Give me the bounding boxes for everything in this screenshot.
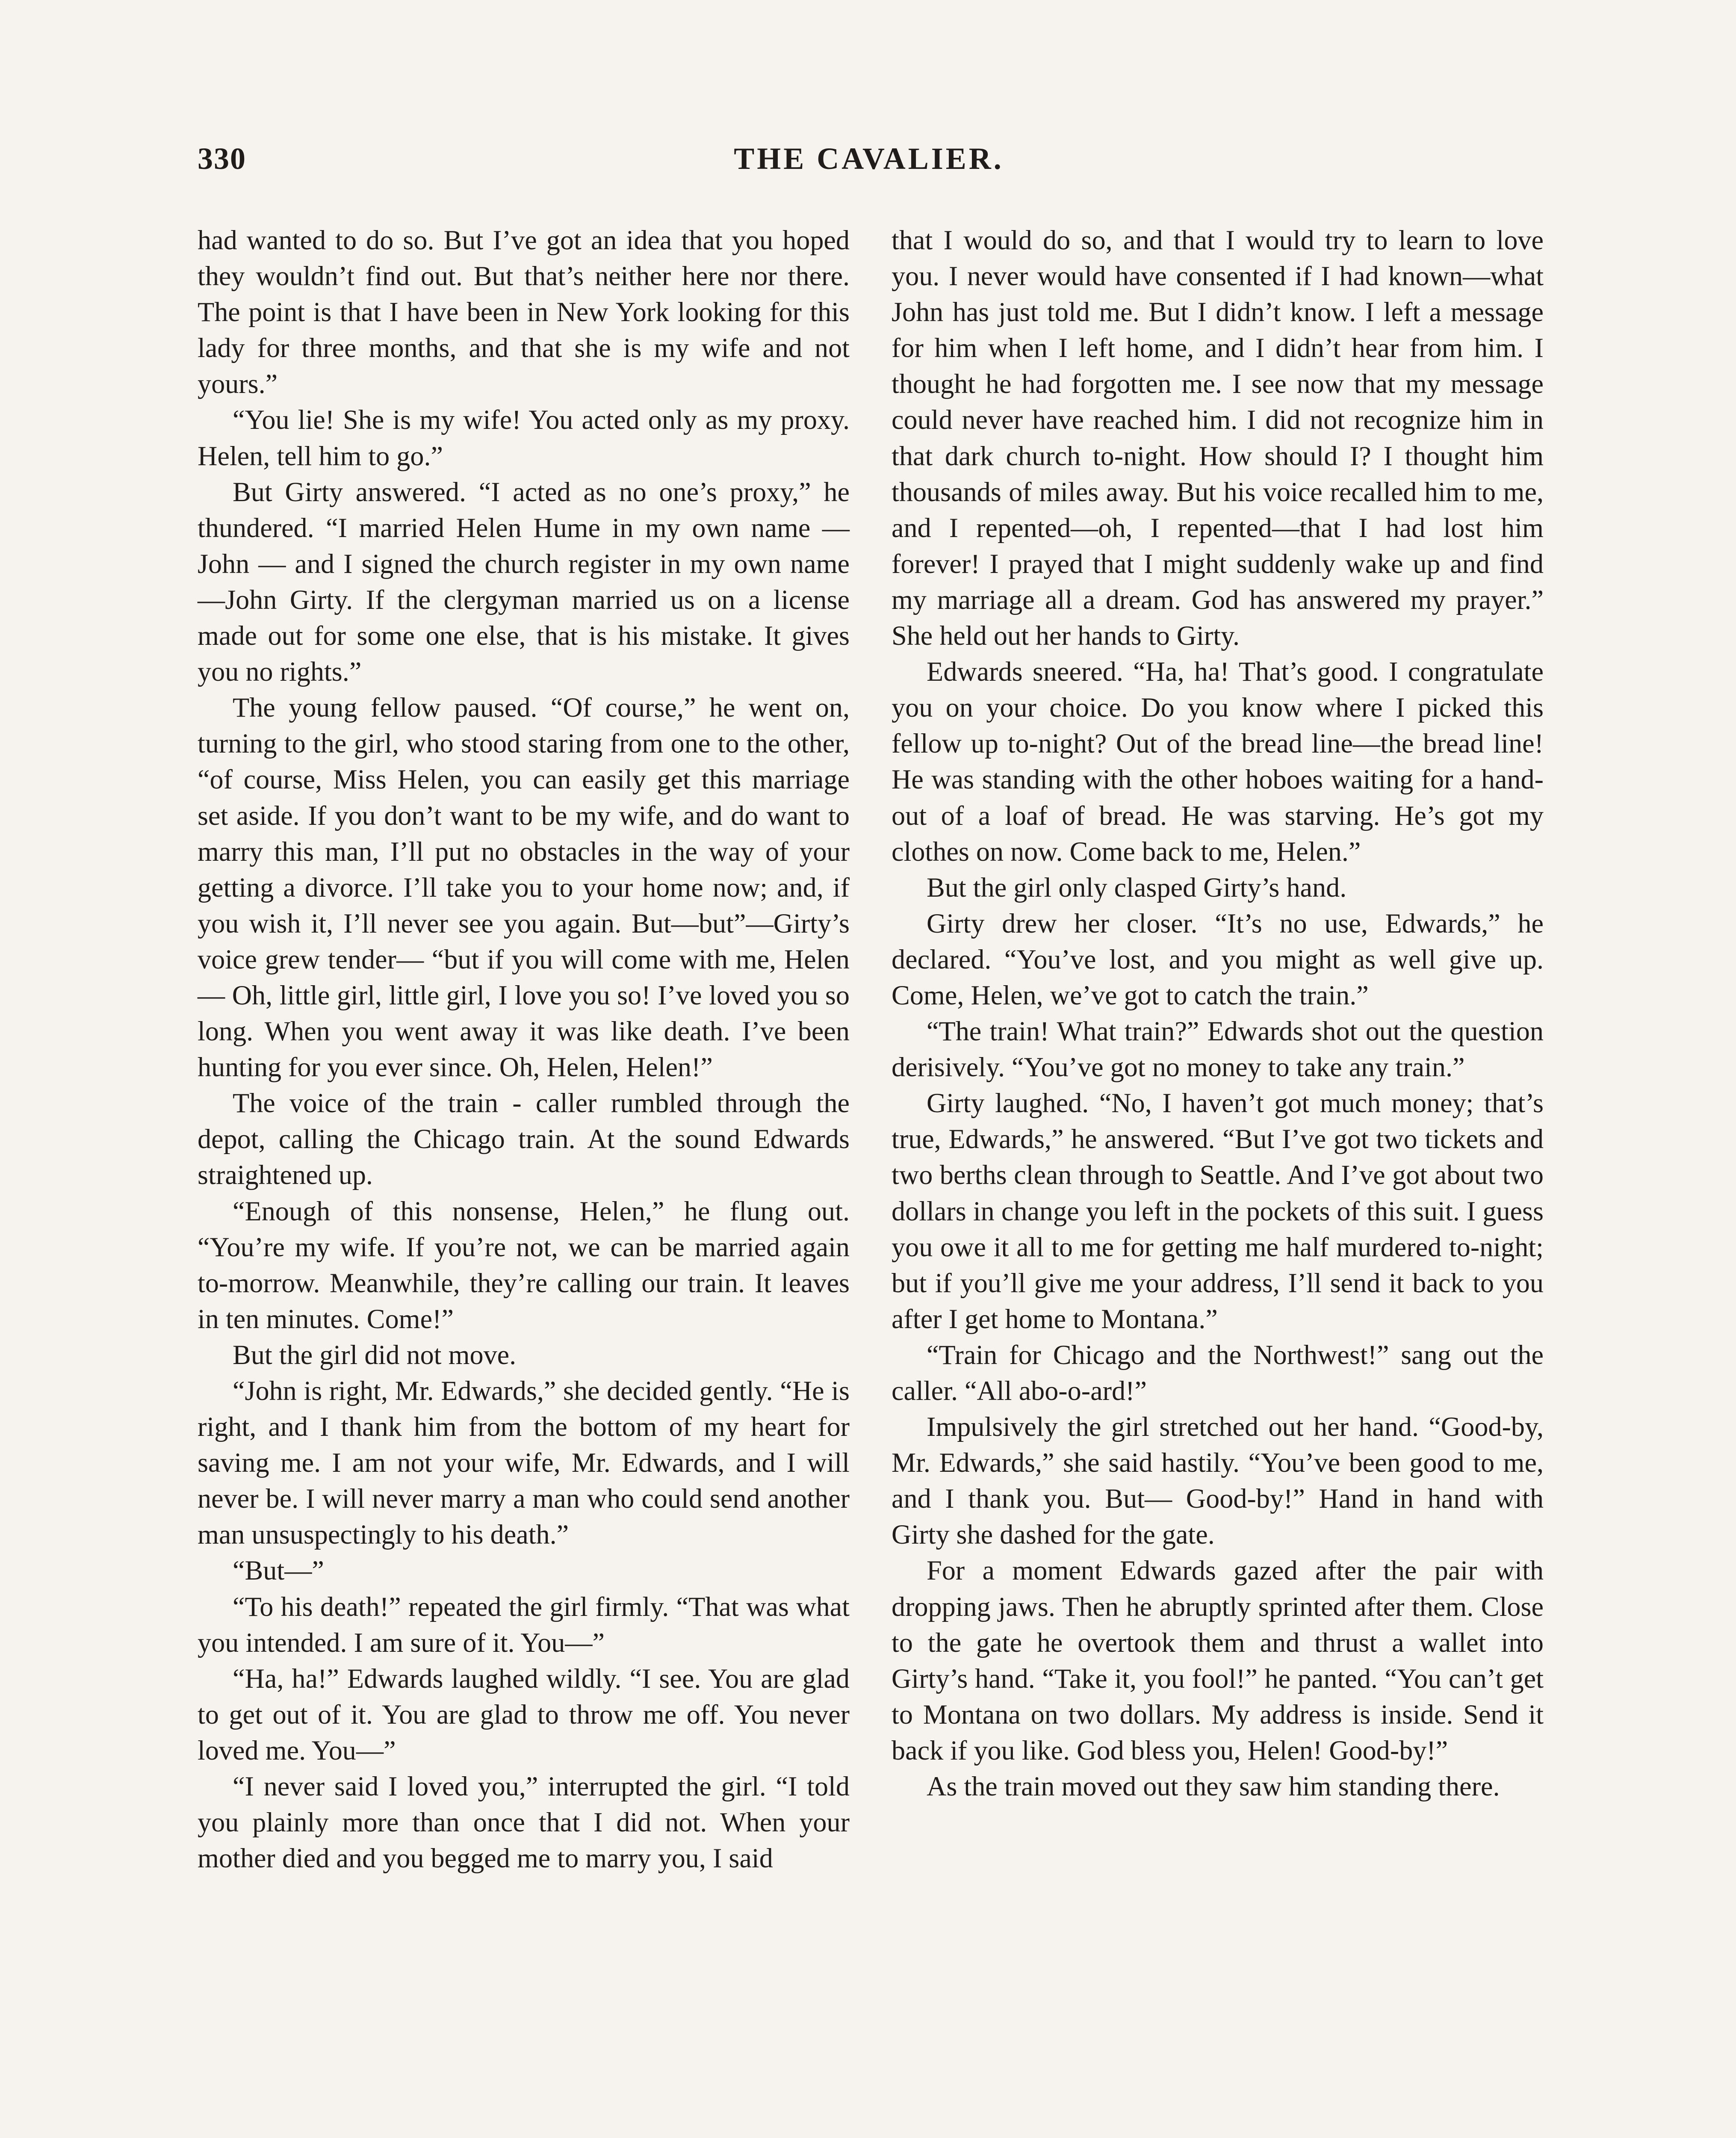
paragraph: “I never said I loved you,” interrupted the girl. “I told you plainly more than once that I did not. When your mother died and you begged me to marry you, I said xyxy=(198,1771,850,1874)
paragraph: “Ha, ha!” Edwards laughed wildly. “I see. You are glad to get out of it. You are glad to throw me off. You never loved me. You—” xyxy=(198,1663,850,1766)
paragraph: The voice of the train - caller rumbled through the depot, calling the Chicago train. At the sound Edwards straightened up. xyxy=(198,1088,850,1190)
paragraph: The young fellow paused. “Of course,” he went on, turning to the girl, who stood staring from one to the other, “of course, Miss Helen, you can easily get this marriage set aside. If you don’t want to be my wife, and do want to marry this man, I’ll put no obstacles in the way of your getting a divorce. I’ll take you to your home now; and, if you wish it, I’ll never see you again. But—but”—Girty’s voice grew tender— “but if you will come with me, Helen— Oh, little girl, little girl, I love you so! I’ve loved you so long. When you went away it was like death. I’ve been hunting for you ever since. Oh, Helen, Helen!” xyxy=(198,692,850,1083)
paragraph: But Girty answered. “I acted as no one’s proxy,” he thundered. “I married Helen Hume in my own name — John — and I signed the church register in my own name —John Girty. If the clergyman married us on a license made out for some one else, that is his mistake. It gives you no rights.” xyxy=(198,476,850,687)
left-column xyxy=(198,222,850,1876)
paragraph: that I would do so, and that I would try to learn to love you. I never would have consented if I had known—what John has just told me. But I didn’t know. I left a message for him when I left home, and I didn’t hear from him. I thought he had forgotten me. I see now that my message could never have reached him. I did not recognize him in that dark church to-night. How should I? I thought him thousands of miles away. But his voice recalled him to me, and I repented—oh, I repented—that I had lost him forever! I prayed that I might suddenly wake up and find my marriage all a dream. God has answered my prayer.” She held out her hands to Girty. xyxy=(892,225,1544,651)
paragraph: “Enough of this nonsense, Helen,” he flung out. “You’re my wife. If you’re not, we can be married again to-morrow. Meanwhile, they’re calling our train. It leaves in ten minutes. Come!” xyxy=(198,1196,850,1334)
page-number: 330 xyxy=(198,142,246,176)
paragraph: But the girl did not move. xyxy=(233,1339,517,1370)
paragraph: “John is right, Mr. Edwards,” she decided gently. “He is right, and I thank him from the bottom of my heart for saving me. I am not your wife, Mr. Edwards, and I will never be. I will never marry a man who could send another man unsuspectingly to his death.” xyxy=(198,1376,850,1550)
paragraph: “To his death!” repeated the girl firmly. “That was what you intended. I am sure of it. You—” xyxy=(198,1591,850,1658)
paragraph: “You lie! She is my wife! You acted only as my proxy. Helen, tell him to go.” xyxy=(198,405,850,471)
paragraph: For a moment Edwards gazed after the pair with dropping jaws. Then he abruptly sprinted after them. Close to the gate he overtook them and thrust a wallet into Girty’s hand. “Take it, you fool!” he panted. “You can’t get to Montana on two dollars. My address is inside. Send it back if you like. God bless you, Helen! Good-by!” xyxy=(892,1555,1544,1766)
page-header xyxy=(198,141,1540,192)
paragraph: “Train for Chicago and the Northwest!” sang out the caller. “All abo-o-ard!” xyxy=(892,1339,1544,1406)
paragraph: Girty laughed. “No, I haven’t got much money; that’s true, Edwards,” he answered. “But I’ve got two tickets and two berths clean through to Seattle. And I’ve got about two dollars in change you left in the pockets of this suit. I guess you owe it all to me for getting me half murdered to-night; but if you’ll give me your address, I’ll send it back to you after I get home to Montana.” xyxy=(892,1088,1544,1334)
running-title: THE CAVALIER. xyxy=(734,142,1004,176)
paragraph: “But—” xyxy=(233,1555,324,1586)
paragraph: But the girl only clasped Girty’s hand. xyxy=(927,872,1347,903)
paragraph: Impulsively the girl stretched out her hand. “Good-by, Mr. Edwards,” she said hastily. “You’ve been good to me, and I thank you. But— Good-by!” Hand in hand with Girty she dashed for the gate. xyxy=(892,1412,1544,1550)
paragraph: “The train! What train?” Edwards shot out the question derisively. “You’ve got no money to take any train.” xyxy=(892,1016,1544,1083)
right-column xyxy=(892,222,1544,1804)
paragraph: As the train moved out they saw him standing there. xyxy=(927,1771,1500,1802)
paragraph: had wanted to do so. But I’ve got an idea that you hoped they wouldn’t find out. But that’s neither here nor there. The point is that I have been in New York looking for this lady for three months, and that she is my wife and not yours.” xyxy=(198,225,850,399)
paragraph: Girty drew her closer. “It’s no use, Edwards,” he declared. “You’ve lost, and you might as well give up. Come, Helen, we’ve got to catch the train.” xyxy=(892,908,1544,1010)
paragraph: Edwards sneered. “Ha, ha! That’s good. I congratulate you on your choice. Do you know where I picked this fellow up to-night? Out of the bread line—the bread line! He was standing with the other hoboes waiting for a hand-out of a loaf of bread. He was starving. He’s got my clothes on now. Come back to me, Helen.” xyxy=(892,656,1544,867)
